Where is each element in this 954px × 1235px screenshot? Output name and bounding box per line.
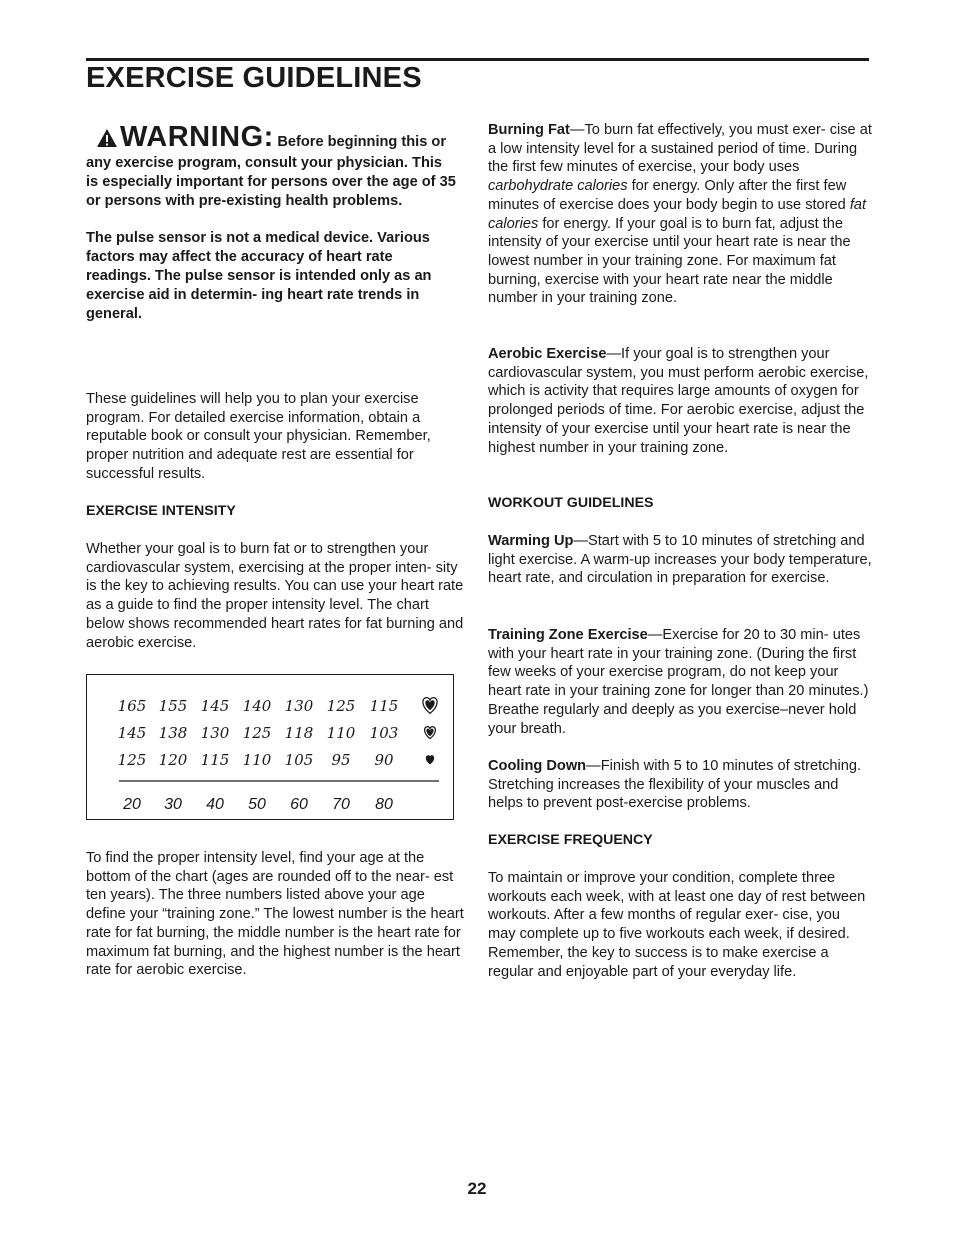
heart-rate-value: 145 xyxy=(117,724,147,742)
burning-fat-text-1: —To burn fat effectively, you must exer- cise at a low intensity level for a sustained period of time. During the first few minutes of exercise, your body uses xyxy=(488,122,872,176)
training-zone-label: Training Zone Exercise xyxy=(488,627,648,643)
heart-rate-value: 130 xyxy=(200,724,230,742)
heart-rate-value: 110 xyxy=(326,724,356,742)
heart-icon xyxy=(423,698,437,714)
burning-fat-paragraph xyxy=(488,121,873,308)
heart-rate-value: 115 xyxy=(369,697,399,715)
age-label: 20 xyxy=(123,796,141,813)
exercise-intensity-heading: EXERCISE INTENSITY xyxy=(86,503,236,519)
warning-paragraph-2: The pulse sensor is not a medical device. Various factors may affect the accuracy of heart rate readings. The pulse sensor is intended only as an exercise aid in determin- ing heart rate trends in general. xyxy=(86,230,432,322)
warming-up-label: Warming Up xyxy=(488,533,574,549)
warming-up-text: —Start with 5 to 10 minutes of stretching and light exercise. A warm-up increases your body temperature, heart rate, and circulation in preparation for exercise. xyxy=(488,533,872,587)
age-label: 60 xyxy=(290,796,308,813)
page-number: 22 xyxy=(467,1179,487,1198)
exercise-frequency-paragraph: To maintain or improve your condition, complete three workouts each week, with at least one day of rest between workouts. After a few months of regular exer- cise, you may complete up to five workouts each week, if desired. Remember, the key to success is to make exercise a regular and enjoyable part of your everyday life. xyxy=(488,870,866,980)
heart-rate-value: 125 xyxy=(242,724,272,742)
heart-rate-value: 138 xyxy=(158,724,188,742)
warning-text: this or any exercise program, consult your physician. This is especially important for persons over the age of 35 or persons with pre-existing health problems. xyxy=(86,134,456,209)
intro-paragraph: These guidelines will help you to plan your exercise program. For detailed exercise information, obtain a reputable book or consult your physician. Remember, proper nutrition and adequate rest are essential for successful results. xyxy=(86,391,431,482)
heart-rate-value: 115 xyxy=(200,751,230,769)
warning-word: WARNING xyxy=(120,121,264,153)
age-label: 40 xyxy=(206,796,224,813)
exercise-frequency-heading: EXERCISE FREQUENCY xyxy=(488,832,653,848)
aerobic-exercise-text: —If your goal is to strengthen your cardiovascular system, you must perform aerobic exercise, which is activity that requires large amounts of oxygen for prolonged periods of time. For aerobic exercise, adjust the intensity of your exercise until your heart rate is near the highest number in your training zone. xyxy=(488,346,869,456)
age-label: 80 xyxy=(375,796,393,813)
training-zone-text: —Exercise for 20 to 30 min- utes with your heart rate in your training zone. (During the first few weeks of your exercise program, do not keep your heart rate in your training zone for longer than 20 minutes.) Breathe regularly and deeply as you exercise–never hold your breath. xyxy=(488,627,869,737)
heart-rate-value: 120 xyxy=(158,751,188,769)
heart-icon xyxy=(425,727,436,739)
heart-rate-value: 125 xyxy=(326,697,356,715)
heart-rate-value: 125 xyxy=(117,751,147,769)
burning-fat-text-2: for energy. Only after the first few minutes of exercise does your body begin to use stored xyxy=(488,178,850,213)
workout-guidelines-heading: WORKOUT GUIDELINES xyxy=(488,495,654,511)
burning-fat-text-3: for energy. If your goal is to burn fat, adjust the intensity of your exercise until your heart rate is near the lowest number in your training zone. For maximum fat burning, exercise with your heart rate near the middle number in your training zone. xyxy=(488,215,851,307)
heart-rate-chart xyxy=(86,674,454,820)
training-zone-explanation: To find the proper intensity level, find your age at the bottom of the chart (ages are rounded off to the near- est ten years). The three numbers listed above your age define your “training zone.” The lowest number is the heart rate for fat burning, the middle number is the heart rate for maximum fat burning, and the highest number is the heart rate for aerobic exercise. xyxy=(86,850,464,979)
heart-rate-value: 95 xyxy=(331,751,351,769)
heart-rate-value: 103 xyxy=(369,724,399,742)
exercise-intensity-paragraph: Whether your goal is to burn fat or to strengthen your cardiovascular system, exercising at the proper inten- sity is the key to achieving results. You can use your heart rate as a guide to find the proper intensity level. The chart below shows recommended heart rates for fat burning and aerobic exercise. xyxy=(86,541,464,651)
heart-rate-value: 165 xyxy=(117,697,147,715)
warning-lead: Before beginning xyxy=(277,134,398,150)
heart-rate-value: 118 xyxy=(284,724,314,742)
top-rule xyxy=(86,58,869,61)
age-label: 70 xyxy=(332,796,350,813)
cooling-down-paragraph xyxy=(488,757,873,813)
warning-triangle-icon xyxy=(96,128,118,154)
age-label: 30 xyxy=(164,796,182,813)
heart-rate-value: 90 xyxy=(374,751,394,769)
page-title: EXERCISE GUIDELINES xyxy=(86,62,422,94)
heart-rate-chart-svg xyxy=(87,675,453,819)
fat-calories-term: fat calories xyxy=(488,196,867,232)
warning-colon: : xyxy=(263,121,274,153)
carbohydrate-calories-term: carbohydrate calories xyxy=(488,178,628,195)
heart-rate-value: 130 xyxy=(284,697,314,715)
warning-box xyxy=(86,121,456,324)
heart-rate-value: 110 xyxy=(242,751,272,769)
training-zone-paragraph xyxy=(488,626,873,738)
heart-rate-value: 140 xyxy=(242,697,272,715)
cooling-down-label: Cooling Down xyxy=(488,758,587,774)
aerobic-exercise-paragraph xyxy=(488,345,873,457)
age-label: 50 xyxy=(248,796,266,813)
heart-rate-value: 145 xyxy=(200,697,230,715)
heart-icon xyxy=(426,756,433,764)
heart-rate-value: 105 xyxy=(284,751,314,769)
warming-up-paragraph xyxy=(488,532,873,588)
aerobic-exercise-label: Aerobic Exercise xyxy=(488,346,607,362)
heart-rate-value: 155 xyxy=(158,697,188,715)
warning-paragraph-1 xyxy=(86,121,456,211)
burning-fat-label: Burning Fat xyxy=(488,122,570,138)
cooling-down-text: —Finish with 5 to 10 minutes of stretching. Stretching increases the flexibility of your muscles and helps to prevent post-exercise problems. xyxy=(488,758,862,812)
